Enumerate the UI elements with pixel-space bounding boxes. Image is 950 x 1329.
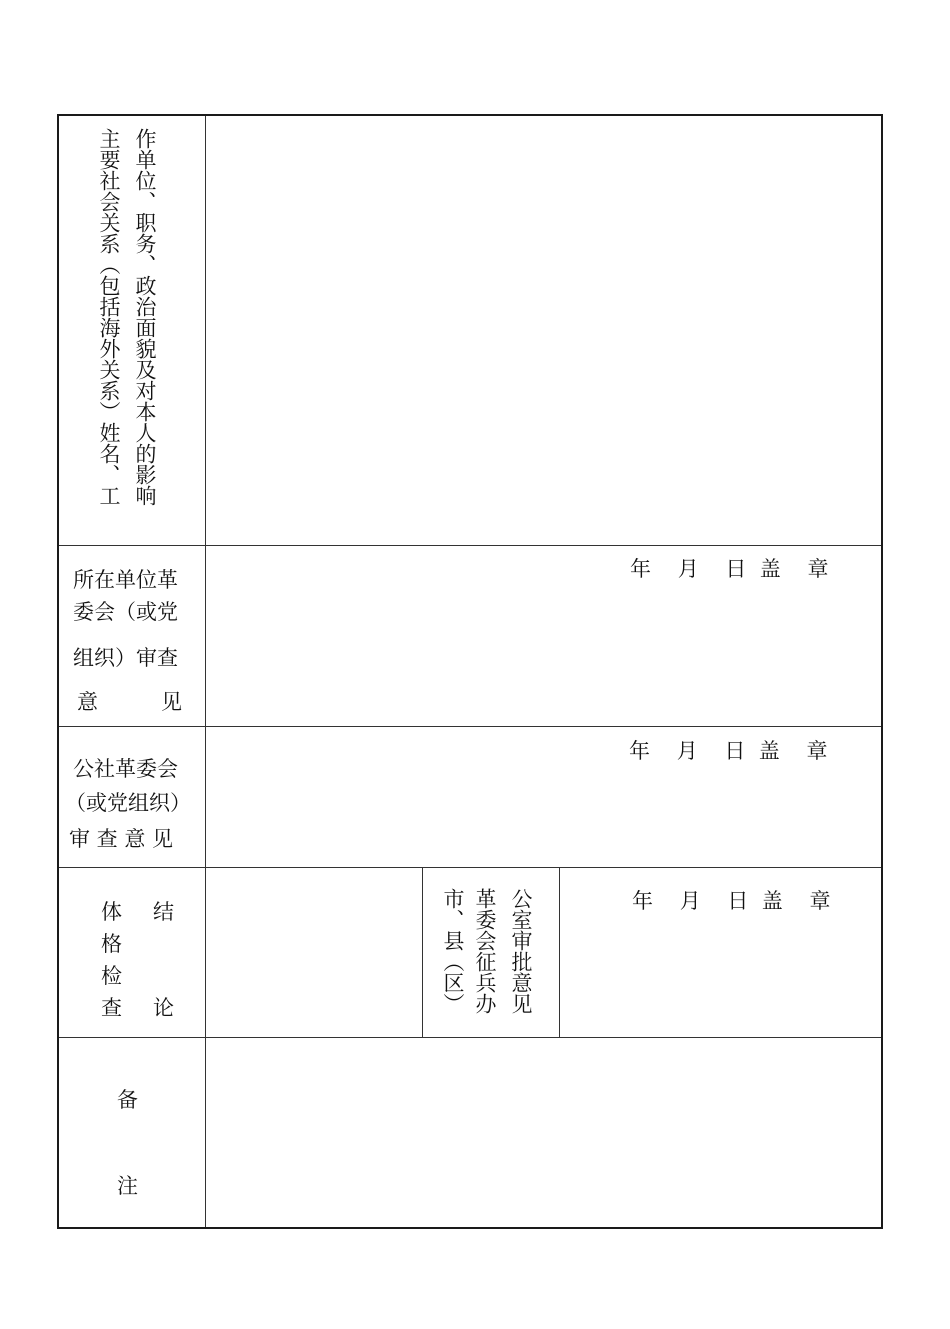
relations-content-cell[interactable] bbox=[206, 116, 883, 545]
recruitment-form-table bbox=[57, 114, 883, 1229]
physical-exam-label-char: 格 bbox=[101, 932, 122, 956]
unit-review-label-line-3: 组织）审查 bbox=[73, 646, 178, 670]
relations-label-line-2: 作单位、职务、政治面貌及对本人的影响 bbox=[133, 128, 157, 506]
remarks-content-cell[interactable] bbox=[206, 1038, 883, 1227]
remarks-label-cell bbox=[59, 1038, 205, 1227]
unit-review-label-cell bbox=[59, 546, 205, 726]
approval-label-cell bbox=[423, 868, 559, 1037]
unit-review-label-line-1: 所在单位革 bbox=[73, 568, 178, 592]
unit-review-content-cell[interactable] bbox=[206, 546, 883, 726]
unit-review-label-line-2: 委会（或党 bbox=[73, 600, 178, 624]
physical-exam-label-char: 查 bbox=[101, 996, 122, 1020]
remarks-label-char: 备 bbox=[117, 1088, 138, 1112]
approval-label-line-2: 革委会征兵办 bbox=[473, 888, 497, 1014]
commune-review-label-line-3: 审 查 意 见 bbox=[69, 827, 174, 851]
commune-review-label-cell bbox=[59, 727, 205, 867]
commune-review-label-line-1: 公社革委会 bbox=[73, 757, 178, 781]
unit-review-date-seal: 年 月 日 盖 章 bbox=[630, 557, 829, 581]
approval-content-cell[interactable] bbox=[560, 868, 883, 1037]
commune-review-content-cell[interactable] bbox=[206, 727, 883, 867]
approval-label-line-3: 公室审批意见 bbox=[509, 888, 533, 1014]
physical-exam-content-cell[interactable] bbox=[206, 868, 422, 1037]
physical-exam-label-cell bbox=[59, 868, 205, 1037]
physical-exam-label-char: 体 bbox=[101, 900, 122, 924]
unit-review-label-char-2: 见 bbox=[161, 690, 182, 714]
physical-exam-label-char: 检 bbox=[101, 964, 122, 988]
physical-exam-label-char: 结 bbox=[153, 900, 174, 924]
relations-label-cell bbox=[59, 116, 205, 545]
relations-label-line-1: 主要社会关系（包括海外关系）姓名、工 bbox=[97, 128, 121, 506]
remarks-label-char: 注 bbox=[117, 1174, 138, 1198]
approval-label-line-1: 市、县（区） bbox=[441, 888, 465, 1014]
commune-review-date-seal: 年 月 日 盖 章 bbox=[629, 739, 828, 763]
approval-date-seal: 年 月 日 盖 章 bbox=[632, 889, 831, 913]
unit-review-label-char-1: 意 bbox=[77, 690, 98, 714]
commune-review-label-line-2: （或党组织） bbox=[65, 791, 191, 815]
physical-exam-label-char: 论 bbox=[153, 996, 174, 1020]
